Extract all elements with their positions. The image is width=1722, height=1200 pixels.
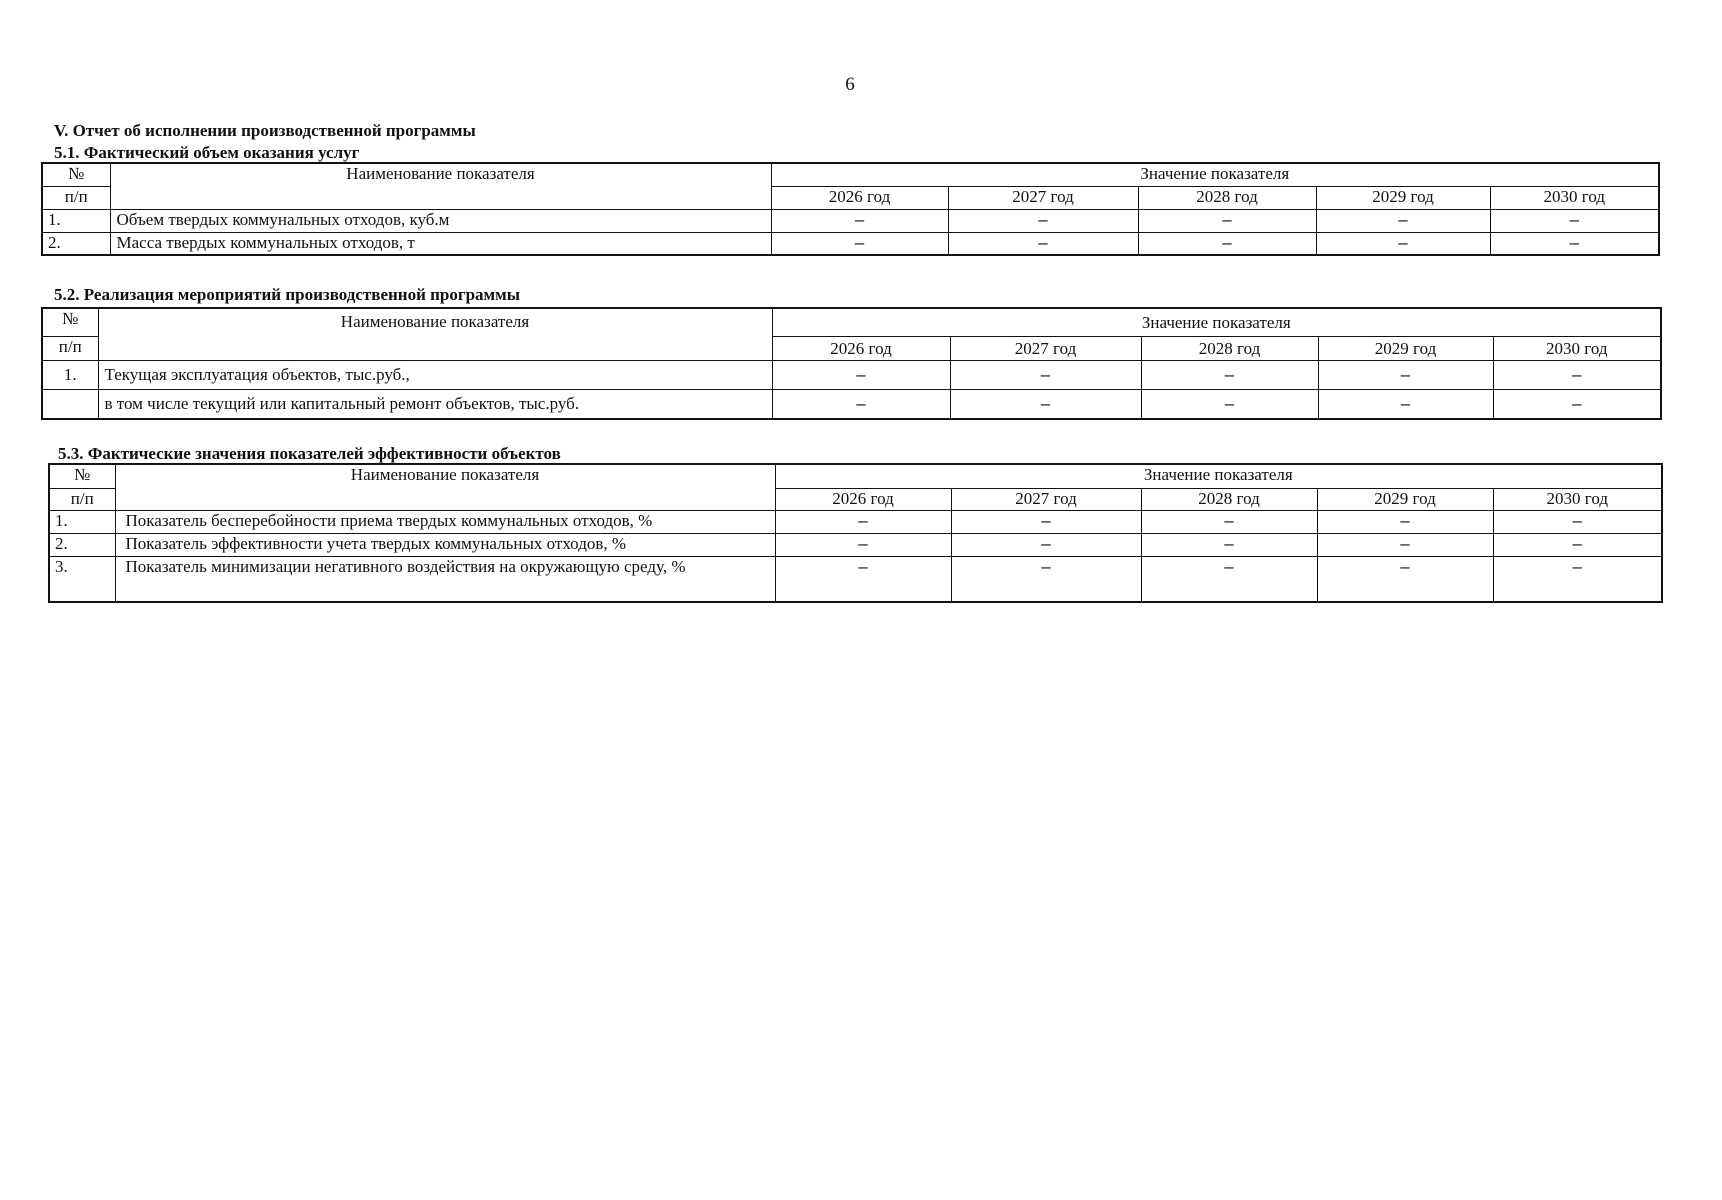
value-cell: – bbox=[1493, 510, 1662, 533]
value-cell: – bbox=[1317, 533, 1493, 556]
table-1-name-header: Наименование показателя bbox=[110, 163, 771, 209]
table-1-year-header: 2027 год bbox=[948, 186, 1138, 209]
value-cell: – bbox=[1493, 360, 1661, 389]
row-name: Масса твердых коммунальных отходов, т bbox=[110, 232, 771, 255]
value-cell: – bbox=[951, 510, 1141, 533]
table-row bbox=[42, 232, 1659, 255]
value-cell: – bbox=[772, 389, 950, 419]
value-cell: – bbox=[1138, 209, 1316, 232]
value-cell: – bbox=[1493, 533, 1662, 556]
table-3-num-header-bottom: п/п bbox=[49, 488, 115, 510]
value-cell: – bbox=[1317, 510, 1493, 533]
value-cell: – bbox=[1493, 389, 1661, 419]
value-cell: – bbox=[948, 232, 1138, 255]
row-number: 1. bbox=[42, 209, 110, 232]
value-cell: – bbox=[1141, 533, 1317, 556]
table-1-year-header: 2028 год bbox=[1138, 186, 1316, 209]
row-number: 1. bbox=[49, 510, 115, 533]
table-3-year-header: 2029 год bbox=[1317, 488, 1493, 510]
row-number: 1. bbox=[42, 360, 98, 389]
table-row bbox=[42, 360, 1661, 389]
table-2-num-header-bottom: п/п bbox=[42, 336, 98, 360]
table-2-value-header: Значение показателя bbox=[772, 308, 1661, 336]
value-cell: – bbox=[1141, 389, 1318, 419]
row-number bbox=[42, 389, 98, 419]
table-3 bbox=[48, 463, 1663, 603]
value-cell: – bbox=[1141, 510, 1317, 533]
table-row bbox=[49, 510, 1662, 533]
row-number: 2. bbox=[49, 533, 115, 556]
value-cell: – bbox=[775, 510, 951, 533]
table-row bbox=[42, 389, 1661, 419]
table-1-year-header: 2026 год bbox=[771, 186, 948, 209]
value-cell: – bbox=[1141, 360, 1318, 389]
section-title: V. Отчет об исполнении производственной программы bbox=[54, 121, 476, 140]
value-cell: – bbox=[1317, 556, 1493, 602]
table-row bbox=[42, 209, 1659, 232]
value-cell: – bbox=[1318, 389, 1493, 419]
table-3-year-header: 2027 год bbox=[951, 488, 1141, 510]
page-number: 6 bbox=[845, 74, 855, 95]
value-cell: – bbox=[1490, 209, 1659, 232]
table-1-year-header: 2029 год bbox=[1316, 186, 1490, 209]
value-cell: – bbox=[1138, 232, 1316, 255]
table-3-year-header: 2030 год bbox=[1493, 488, 1662, 510]
value-cell: – bbox=[951, 533, 1141, 556]
table-3-title: 5.3. Фактические значения показателей эффективности объектов bbox=[58, 444, 561, 463]
value-cell: – bbox=[775, 533, 951, 556]
table-1-num-header: № bbox=[42, 163, 110, 186]
value-cell: – bbox=[1316, 232, 1490, 255]
value-cell: – bbox=[950, 389, 1141, 419]
row-name: в том числе текущий или капитальный ремонт объектов, тыс.руб. bbox=[98, 389, 772, 419]
table-2-year-header: 2028 год bbox=[1141, 336, 1318, 360]
value-cell: – bbox=[771, 232, 948, 255]
table-3-num-header: № bbox=[49, 464, 115, 488]
row-name: Объем твердых коммунальных отходов, куб.м bbox=[110, 209, 771, 232]
table-3-value-header: Значение показателя bbox=[775, 464, 1662, 488]
row-name: Показатель минимизации негативного воздействия на окружающую среду, % bbox=[115, 556, 775, 602]
table-3-name-header: Наименование показателя bbox=[115, 464, 775, 510]
value-cell: – bbox=[1318, 360, 1493, 389]
table-row bbox=[49, 533, 1662, 556]
table-2-num-header: № bbox=[42, 308, 98, 336]
table-3-year-header: 2028 год bbox=[1141, 488, 1317, 510]
row-name: Текущая эксплуатация объектов, тыс.руб., bbox=[98, 360, 772, 389]
value-cell: – bbox=[1493, 556, 1662, 602]
row-number: 2. bbox=[42, 232, 110, 255]
value-cell: – bbox=[772, 360, 950, 389]
table-2-year-header: 2030 год bbox=[1493, 336, 1661, 360]
value-cell: – bbox=[775, 556, 951, 602]
table-1 bbox=[41, 162, 1660, 256]
table-row bbox=[49, 556, 1662, 602]
table-1-title: 5.1. Фактический объем оказания услуг bbox=[54, 143, 360, 162]
table-2-title: 5.2. Реализация мероприятий производственной программы bbox=[54, 285, 520, 304]
value-cell: – bbox=[771, 209, 948, 232]
row-number: 3. bbox=[49, 556, 115, 602]
value-cell: – bbox=[1141, 556, 1317, 602]
table-1-year-header: 2030 год bbox=[1490, 186, 1659, 209]
table-2-name-header: Наименование показателя bbox=[98, 308, 772, 360]
table-2-year-header: 2026 год bbox=[772, 336, 950, 360]
value-cell: – bbox=[1316, 209, 1490, 232]
value-cell: – bbox=[1490, 232, 1659, 255]
value-cell: – bbox=[948, 209, 1138, 232]
table-2 bbox=[41, 307, 1662, 420]
table-1-num-header-bottom: п/п bbox=[42, 186, 110, 209]
table-2-year-header: 2027 год bbox=[950, 336, 1141, 360]
table-3-year-header: 2026 год bbox=[775, 488, 951, 510]
value-cell: – bbox=[950, 360, 1141, 389]
table-1-value-header: Значение показателя bbox=[771, 163, 1659, 186]
row-name: Показатель эффективности учета твердых коммунальных отходов, % bbox=[115, 533, 775, 556]
row-name: Показатель бесперебойности приема твердых коммунальных отходов, % bbox=[115, 510, 775, 533]
table-2-year-header: 2029 год bbox=[1318, 336, 1493, 360]
value-cell: – bbox=[951, 556, 1141, 602]
